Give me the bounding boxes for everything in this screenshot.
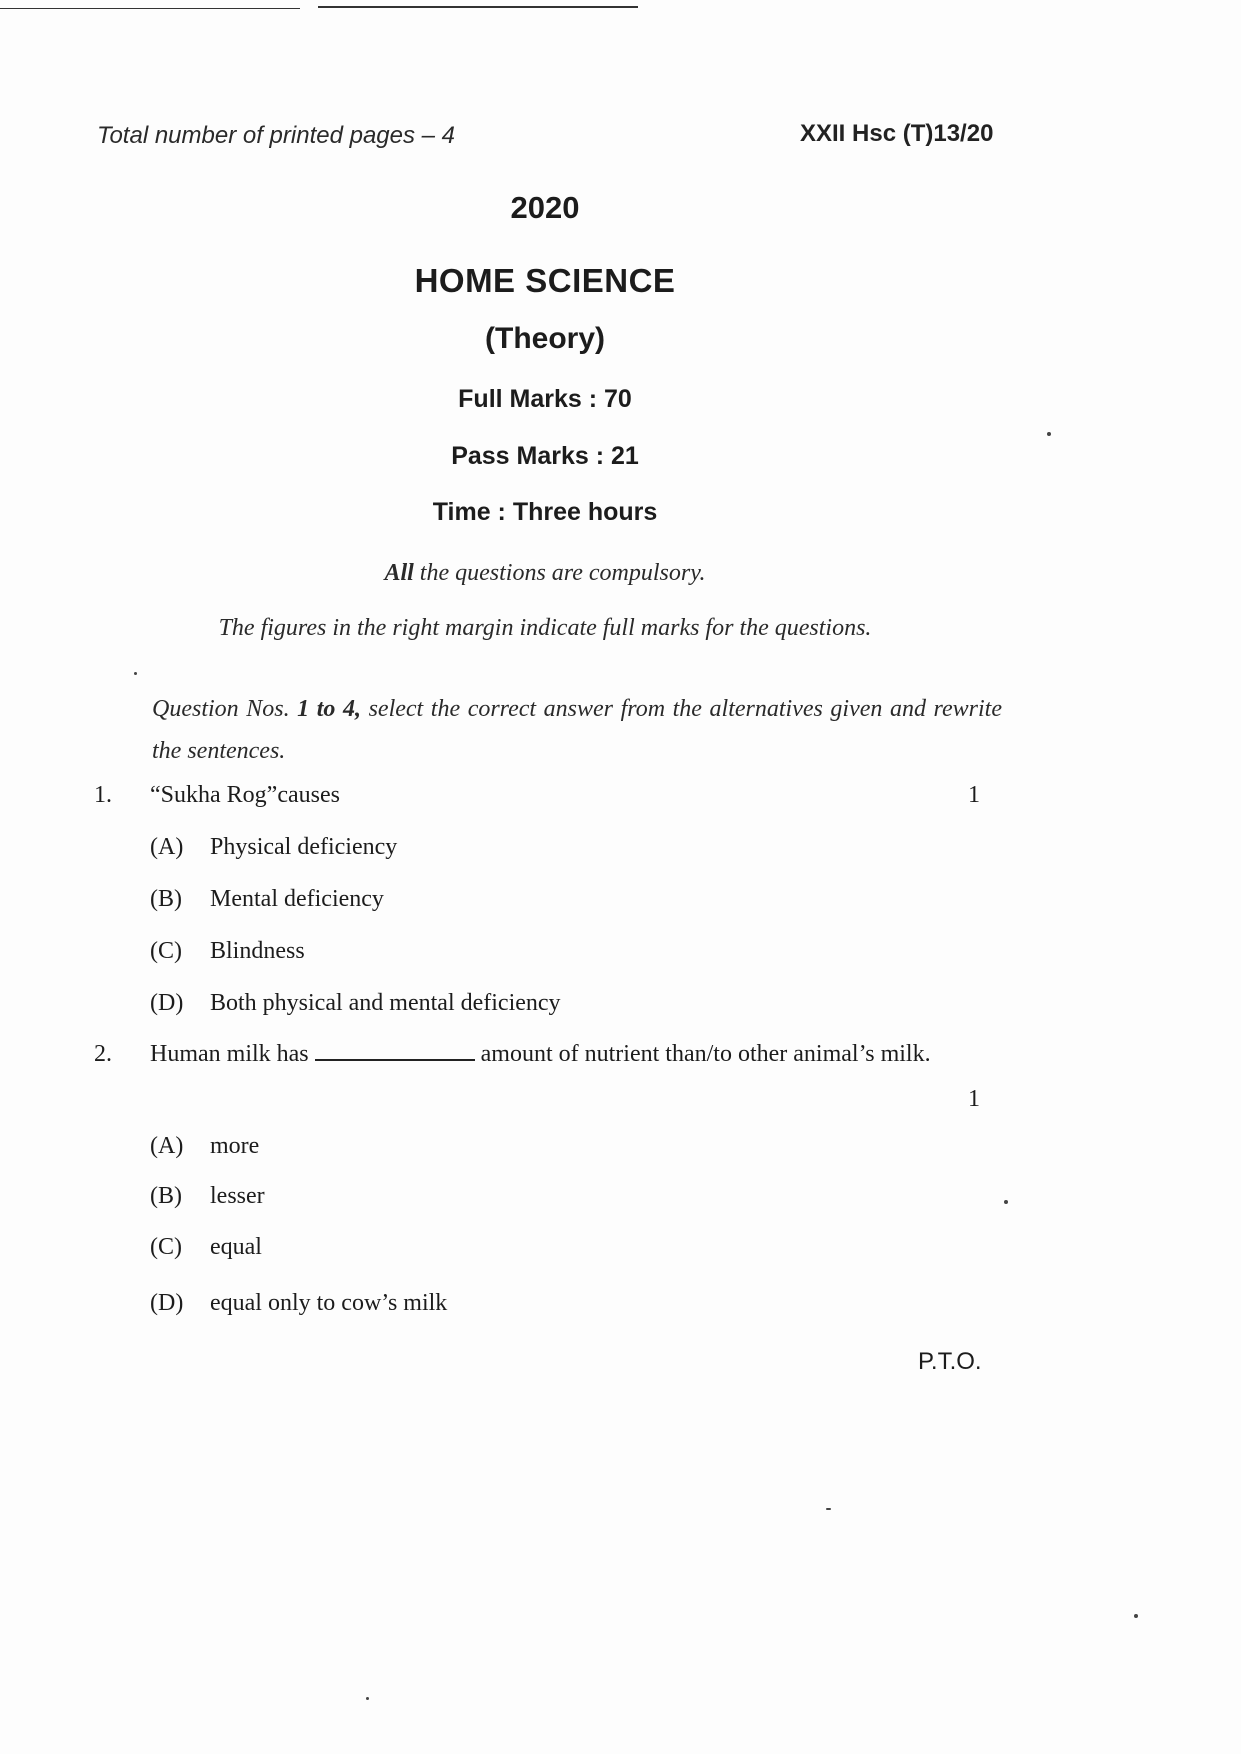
option-text: equal only to cow’s milk xyxy=(210,1290,448,1316)
option-letter: (B) xyxy=(150,886,182,912)
full-marks: Full Marks : 70 xyxy=(458,385,632,413)
time-allowed: Time : Three hours xyxy=(432,498,658,526)
question-text-before: Human milk has xyxy=(150,1041,309,1067)
option-text: more xyxy=(210,1133,260,1159)
option-letter: (C) xyxy=(150,938,182,964)
option-text: Both physical and mental deficiency xyxy=(210,990,561,1016)
option-item xyxy=(150,1234,262,1261)
question-number: 1. xyxy=(94,782,112,808)
instruction-compulsory-text: the questions are compulsory. xyxy=(413,560,706,586)
option-letter: (D) xyxy=(150,990,184,1016)
scan-edge-line xyxy=(0,8,300,9)
question-text-after: amount of nutrient than/to other animal’s milk. xyxy=(480,1041,931,1067)
scan-edge-line xyxy=(318,6,638,8)
option-letter: (D) xyxy=(150,1290,184,1316)
option-text: Mental deficiency xyxy=(210,886,384,912)
scan-speck xyxy=(134,672,137,675)
option-item xyxy=(150,886,384,913)
fill-in-blank xyxy=(315,1043,475,1061)
instruction-select-prefix: Question Nos. xyxy=(152,696,298,722)
paper-type: (Theory) xyxy=(485,322,605,355)
question-marks: 1 xyxy=(968,1086,980,1112)
scan-speck xyxy=(366,1697,369,1700)
option-item xyxy=(150,1133,259,1160)
option-item xyxy=(150,938,305,965)
instruction-select-answer xyxy=(152,688,1002,772)
option-letter: (C) xyxy=(150,1234,182,1260)
option-item xyxy=(150,990,561,1017)
option-text: Blindness xyxy=(210,938,305,964)
instruction-select-range: 1 to 4, xyxy=(297,696,361,722)
instruction-all-word: All xyxy=(384,560,414,586)
instruction-margin-note: The figures in the right margin indicate full marks for the questions. xyxy=(218,615,872,641)
please-turn-over: P.T.O. xyxy=(918,1348,982,1375)
option-item xyxy=(150,834,397,861)
pass-marks: Pass Marks : 21 xyxy=(451,442,639,470)
option-letter: (A) xyxy=(150,1133,184,1159)
option-letter: (B) xyxy=(150,1183,182,1209)
instruction-compulsory xyxy=(0,560,1090,587)
option-item xyxy=(150,1290,447,1317)
paper-code: XXII Hsc (T)13/20 xyxy=(800,120,994,147)
exam-year: 2020 xyxy=(510,190,580,225)
instruction-select-text: select the correct answer from the alternatives given and rewrite the sentences. xyxy=(152,696,1002,764)
option-item xyxy=(150,1183,265,1210)
question-text xyxy=(150,1041,931,1068)
question-marks: 1 xyxy=(968,782,980,808)
option-text: equal xyxy=(210,1234,262,1260)
option-text: Physical deficiency xyxy=(210,834,398,860)
scan-speck xyxy=(1047,432,1051,436)
printed-pages-note: Total number of printed pages – 4 xyxy=(97,122,456,149)
scan-speck xyxy=(826,1508,831,1510)
scan-speck xyxy=(1134,1614,1138,1618)
scan-speck xyxy=(1004,1200,1008,1204)
question-text: “Sukha Rog”causes xyxy=(150,782,340,808)
subject-title: HOME SCIENCE xyxy=(414,262,676,299)
question-number: 2. xyxy=(94,1041,112,1067)
option-letter: (A) xyxy=(150,834,184,860)
option-text: lesser xyxy=(210,1183,265,1209)
